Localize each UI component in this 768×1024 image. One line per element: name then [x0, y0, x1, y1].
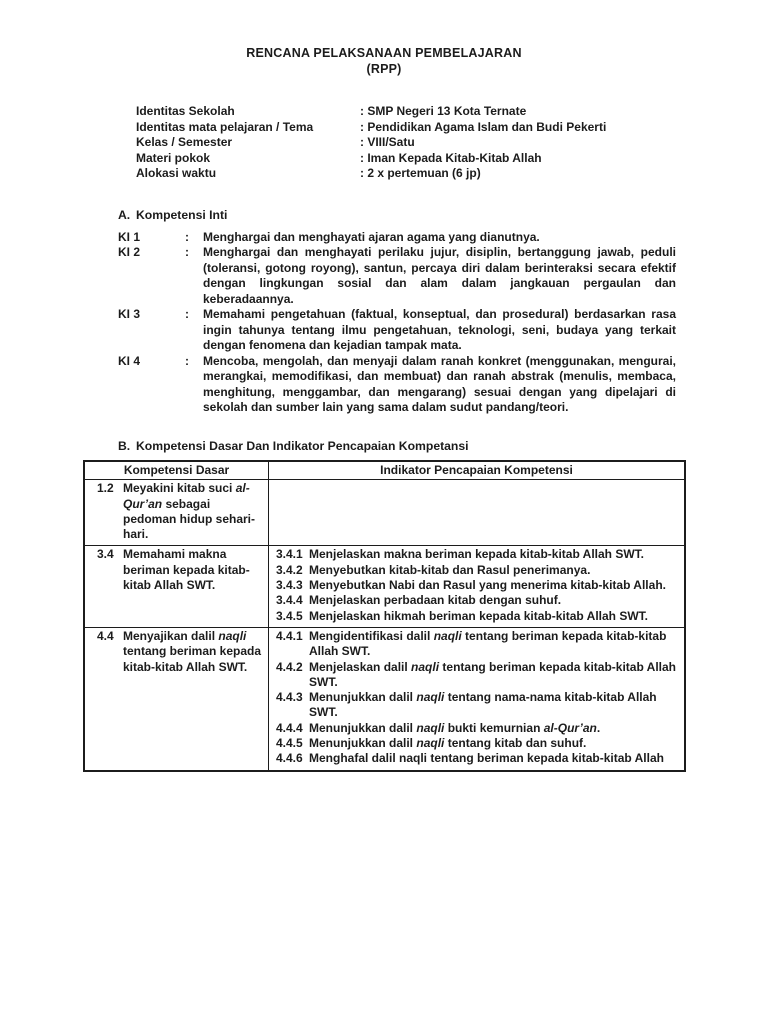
identity-label: Kelas / Semester — [136, 135, 233, 150]
identity-row — [136, 135, 768, 151]
indicator-number: 4.4.4 — [276, 720, 303, 735]
ki-label: KI 2 — [118, 245, 141, 260]
section-a-letter: A. — [118, 207, 131, 222]
ki-item — [118, 354, 676, 416]
ki-item — [118, 245, 676, 307]
ki-item — [118, 230, 676, 246]
indicator-text: Menunjukkan dalil naqli tentang kitab dan suhuf. — [309, 736, 587, 751]
ki-colon: : — [185, 245, 189, 260]
ki-colon: : — [185, 229, 189, 244]
identity-value: : VIII/Satu — [360, 135, 415, 150]
indicator-number: 3.4.4 — [276, 593, 303, 608]
ki-text: Menghargai dan menghayati ajaran agama yang dianutnya. — [203, 229, 540, 244]
section-a-heading — [118, 208, 768, 222]
ki-colon: : — [185, 353, 189, 368]
kd-number: 3.4 — [97, 547, 114, 562]
indicator-item — [276, 690, 676, 721]
section-a-title: Kompetensi Inti — [136, 207, 228, 222]
indicator-text: Menunjukkan dalil naqli tentang nama-nama kitab-kitab Allah SWT. — [309, 690, 657, 720]
indicator-item — [276, 563, 676, 578]
identity-row — [136, 151, 768, 167]
kd-cell — [85, 628, 269, 770]
document-title — [0, 0, 768, 77]
indicator-cell — [269, 628, 684, 770]
identity-value: : SMP Negeri 13 Kota Ternate — [360, 104, 527, 118]
indicator-number: 4.4.5 — [276, 736, 303, 751]
indicator-text: Menyebutkan Nabi dan Rasul yang menerima kitab-kitab Allah. — [309, 578, 666, 593]
indicator-text: Menunjukkan dalil naqli bukti kemurnian al-Qur’an. — [309, 720, 601, 735]
indicator-number: 4.4.6 — [276, 751, 303, 766]
indicator-text: Menjelaskan dalil naqli tentang beriman kepada kitab-kitab Allah SWT. — [309, 659, 677, 689]
indicator-item — [276, 660, 676, 691]
indicator-cell-empty — [269, 480, 684, 545]
identity-value: : Iman Kepada Kitab-Kitab Allah — [360, 150, 542, 165]
indicator-text: Menghafal dalil naqli tentang beriman kepada kitab-kitab Allah — [309, 751, 664, 766]
kd-cell — [85, 546, 269, 626]
kd-number: 1.2 — [97, 481, 114, 496]
identity-label: Identitas mata pelajaran / Tema — [136, 119, 314, 134]
indicator-number: 3.4.2 — [276, 562, 303, 577]
kd-text: Meyakini kitab suci al-Qur’an sebagai pedoman hidup sehari-hari. — [123, 481, 256, 542]
document-title-line1: RENCANA PELAKSANAAN PEMBELAJARAN — [246, 46, 522, 60]
section-b-title: Kompetensi Dasar Dan Indikator Pencapaian Kompetansi — [136, 438, 469, 453]
indicator-text: Menjelaskan perbadaan kitab dengan suhuf. — [309, 593, 562, 608]
identity-label: Materi pokok — [136, 150, 211, 165]
table-row — [85, 627, 684, 770]
indicator-number: 3.4.1 — [276, 547, 303, 562]
indicator-item — [276, 609, 676, 624]
indicator-text: Menyebutkan kitab-kitab dan Rasul penerimanya. — [309, 562, 591, 577]
ki-text: Menghargai dan menghayati perilaku jujur, disiplin, bertanggung jawab, peduli (toleransi, gotong royong), santun, percaya diri dalam berinteraksi secara efektif dengan lingkungan sosial dan alam dalam jangkauan pergaulan dan keberadaannya. — [203, 245, 676, 306]
ki-item — [118, 307, 676, 354]
ki-label: KI 3 — [118, 307, 141, 322]
indicator-item — [276, 751, 676, 766]
indicator-number: 4.4.3 — [276, 690, 303, 705]
identity-label: Identitas Sekolah — [136, 104, 235, 118]
ki-colon: : — [185, 307, 189, 322]
indicator-number: 4.4.1 — [276, 628, 303, 643]
table-header-kompetensi-dasar: Kompetensi Dasar — [85, 462, 269, 479]
indicator-number: 3.4.5 — [276, 608, 303, 623]
indicator-text: Mengidentifikasi dalil naqli tentang beriman kepada kitab-kitab Allah SWT. — [309, 628, 667, 659]
indicator-item — [276, 547, 676, 562]
indicator-item — [276, 721, 676, 736]
identity-row — [136, 120, 768, 136]
identity-value: : Pendidikan Agama Islam dan Budi Pekerti — [360, 119, 607, 134]
identity-row — [136, 104, 768, 120]
ki-text: Mencoba, mengolah, dan menyaji dalam ranah konkret (menggunakan, mengurai, merangkai, memodifikasi, dan membuat) dan ranah abstrak (menulis, membaca, menghitung, menggambar, dan mengarang) sesuai dengan yang dipelajari di sekolah dan sumber lain yang sama dalam sudut pandang/teori. — [203, 353, 676, 415]
table-header-row — [85, 462, 684, 479]
document-title-line2: (RPP) — [366, 62, 402, 76]
table-header-indikator: Indikator Pencapaian Kompetensi — [380, 462, 573, 477]
ki-label: KI 4 — [118, 353, 141, 368]
indicator-text: Menjelaskan makna beriman kepada kitab-kitab Allah SWT. — [309, 547, 644, 562]
kd-indicator-table — [83, 460, 686, 772]
indicator-number: 3.4.3 — [276, 578, 303, 593]
identity-label: Alokasi waktu — [136, 166, 217, 181]
indicator-number: 4.4.2 — [276, 659, 303, 674]
ki-list — [118, 230, 676, 416]
indicator-item — [276, 593, 676, 608]
kd-number: 4.4 — [97, 628, 114, 643]
indicator-item — [276, 736, 676, 751]
indicator-text: Menjelaskan hikmah beriman kepada kitab-kitab Allah SWT. — [309, 608, 648, 623]
kd-text: Memahami makna beriman kepada kitab-kitab Allah SWT. — [123, 547, 250, 593]
table-row — [85, 479, 684, 545]
indicator-item — [276, 629, 676, 660]
kd-text: Menyajikan dalil naqli tentang beriman kepada kitab-kitab Allah SWT. — [123, 628, 262, 674]
table-row — [85, 545, 684, 626]
identity-row — [136, 166, 768, 182]
ki-label: KI 1 — [118, 229, 141, 244]
kd-cell — [85, 480, 269, 545]
section-b-letter: B. — [118, 438, 131, 453]
section-b-heading — [118, 439, 768, 453]
identity-block — [136, 104, 768, 182]
indicator-cell — [269, 546, 684, 626]
indicator-item — [276, 578, 676, 593]
ki-text: Memahami pengetahuan (faktual, konseptual, dan prosedural) berdasarkan rasa ingin tahunya tentang ilmu pengetahuan, teknologi, seni, budaya yang terkait dengan fenomena dan kejadian tampak mata. — [203, 307, 676, 353]
identity-value: : 2 x pertemuan (6 jp) — [360, 166, 481, 181]
